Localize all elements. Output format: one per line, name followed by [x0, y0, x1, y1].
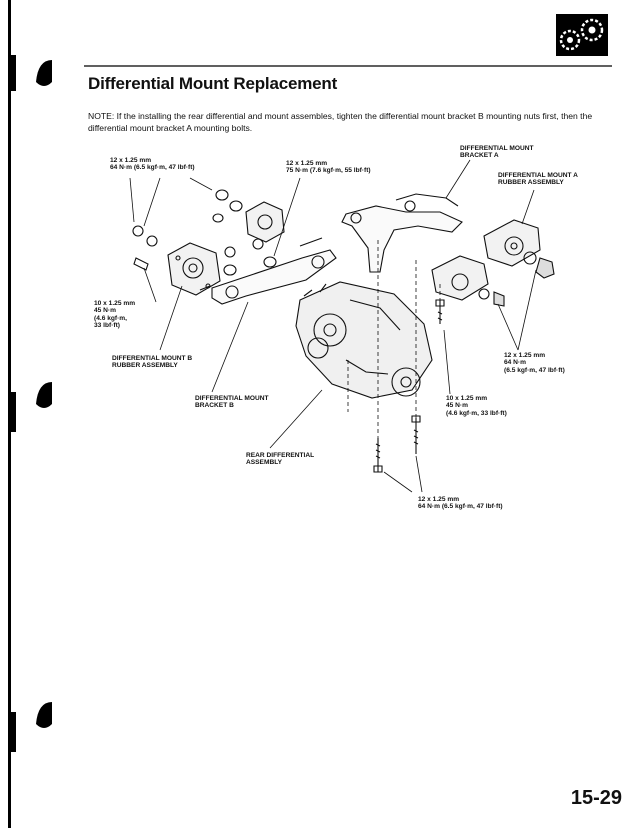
label-torque-right-nut: 12 x 1.25 mm 64 N·m (6.5 kgf·m, 47 lbf·ft): [504, 352, 565, 374]
label-bracket-b: DIFFERENTIAL MOUNT BRACKET B: [195, 395, 269, 410]
page-title: Differential Mount Replacement: [88, 74, 338, 93]
rear-differential-assembly: [296, 282, 432, 398]
mount-upper-rubber: [246, 202, 284, 242]
mount-lower-center: [432, 256, 504, 306]
binding-mark-bottom: [10, 712, 16, 752]
note-text: NOTE: If the installing the rear differential and mount assembles, tighten the differential mount bracket B mounting nuts first, then the differential mount bracket A mounting bolts.: [88, 111, 593, 133]
binding-hole-mid: [36, 382, 52, 408]
label-mount-b-rubber: DIFFERENTIAL MOUNT B RUBBER ASSEMBLY: [112, 355, 193, 370]
binding-mark-top: [10, 55, 16, 91]
mount-b-rubber-assembly: [168, 243, 220, 295]
binding-hole-top: [36, 60, 52, 86]
bracket-a: [342, 194, 462, 272]
binding-marks: [8, 0, 52, 828]
exploded-view: [133, 190, 554, 472]
label-torque-left-bolt: 10 x 1.25 mm 45 N·m (4.6 kgf·m, 33 lbf·ft): [94, 300, 136, 330]
label-torque-top-center: 12 x 1.25 mm 75 N·m (7.6 kgf·m, 55 lbf·ft): [286, 160, 371, 175]
binding-hole-bottom: [36, 702, 52, 728]
label-rear-differential: REAR DIFFERENTIAL ASSEMBLY: [246, 452, 315, 467]
label-torque-bottom-bolt: 12 x 1.25 mm 64 N·m (6.5 kgf·m, 47 lbf·ft): [418, 496, 503, 511]
mount-a-rubber-assembly: [484, 220, 554, 278]
label-bracket-a: DIFFERENTIAL MOUNT BRACKET A: [460, 145, 534, 160]
label-torque-top-left: 12 x 1.25 mm 64 N·m (6.5 kgf·m, 47 lbf·ft): [110, 157, 195, 172]
gears-icon: [556, 14, 608, 56]
page-number: 15-29: [570, 787, 622, 809]
label-mount-a-rubber: DIFFERENTIAL MOUNT A RUBBER ASSEMBLY: [498, 172, 578, 187]
label-torque-center-bolt: 10 x 1.25 mm 45 N·m (4.6 kgf·m, 33 lbf·ft): [446, 395, 507, 417]
binding-mark-mid: [10, 392, 16, 432]
